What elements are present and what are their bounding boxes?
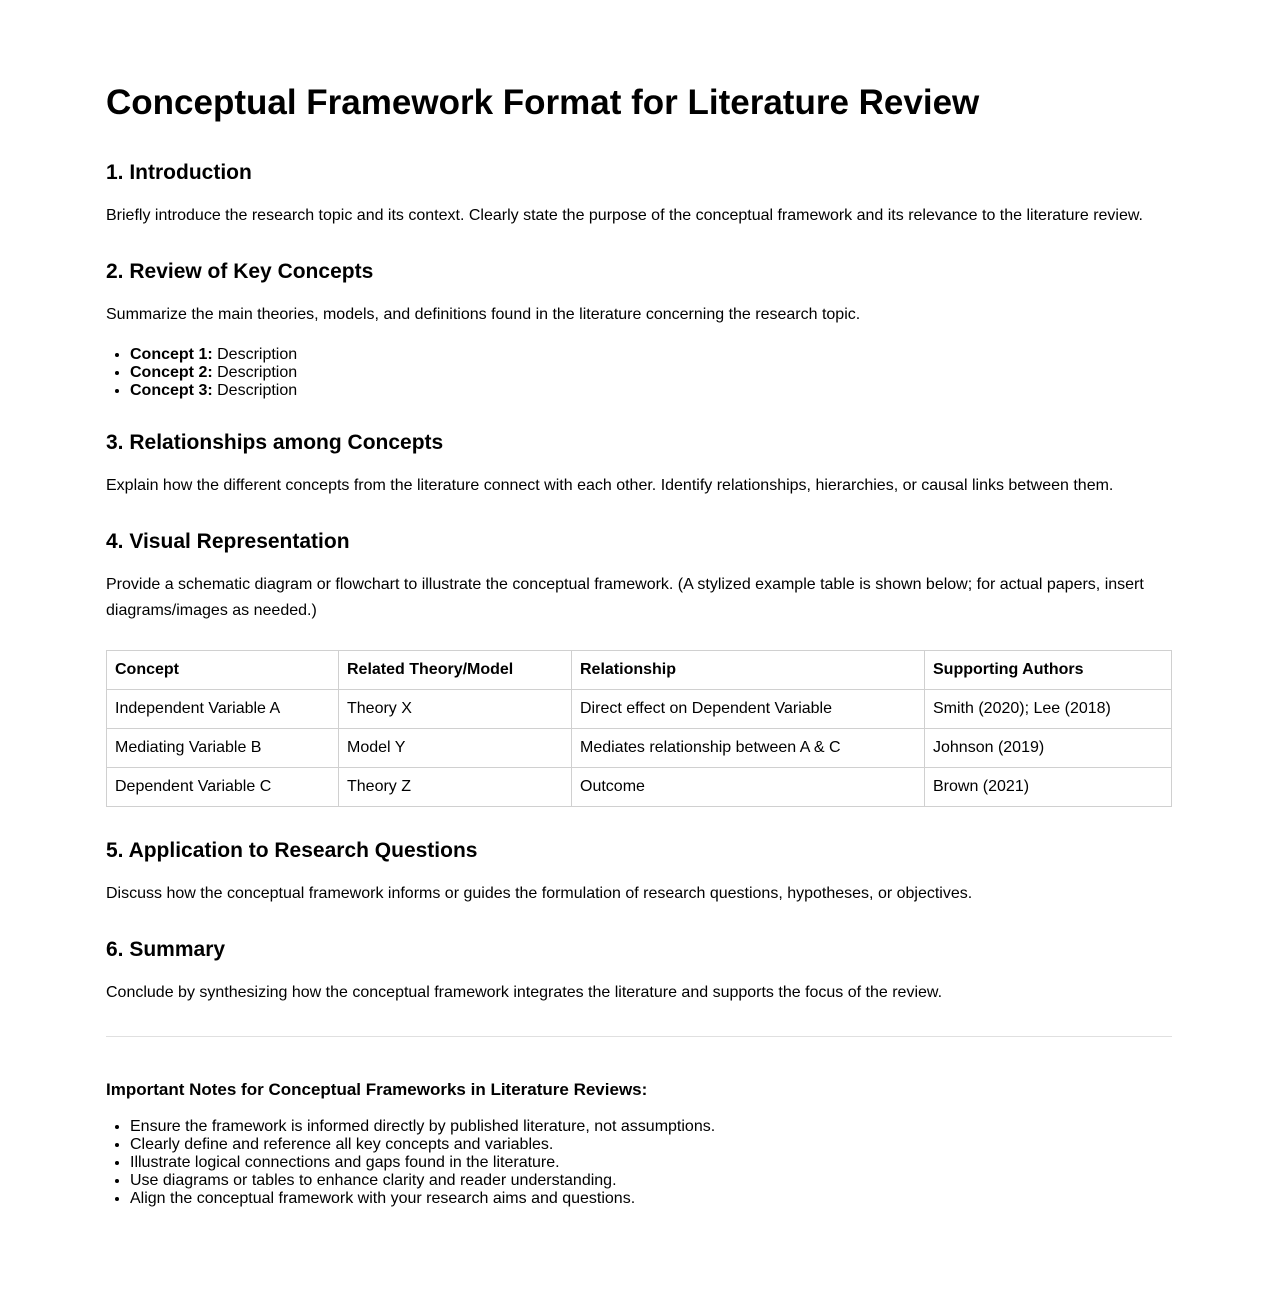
table-cell: Independent Variable A <box>107 690 339 729</box>
table-header-row <box>107 651 1172 690</box>
list-item: • Illustrate logical connections and gaps found in the literature. <box>130 1154 1172 1172</box>
section-text: Briefly introduce the research topic and its context. Clearly state the purpose of the conceptual framework and its relevance to the literature review. <box>106 207 1143 224</box>
section-text: Summarize the main theories, models, and definitions found in the literature concerning the research topic. <box>106 306 861 323</box>
notes-heading: Important Notes for Conceptual Frameworks in Literature Reviews: <box>106 1080 648 1099</box>
table-cell: Theory X <box>339 690 572 729</box>
table-cell: Mediates relationship between A & C <box>572 729 925 768</box>
section-text: Conclude by synthesizing how the conceptual framework integrates the literature and supports the focus of the review. <box>106 984 943 1001</box>
concept-description: Description <box>212 382 298 399</box>
table-cell: Direct effect on Dependent Variable <box>572 690 925 729</box>
section-text: Discuss how the conceptual framework informs or guides the formulation of research questions, hypotheses, or objectives. <box>106 885 973 902</box>
concept-list <box>106 346 1172 400</box>
section-visual-representation <box>106 529 1172 807</box>
section-heading: 1. Introduction <box>106 161 252 184</box>
table-row <box>107 768 1172 807</box>
concept-description: Description <box>212 346 298 363</box>
column-header: Supporting Authors <box>925 651 1172 690</box>
table-cell: Brown (2021) <box>925 768 1172 807</box>
list-item: • Align the conceptual framework with your research aims and questions. <box>130 1190 1172 1208</box>
concept-label: Concept 1: <box>130 346 213 363</box>
section-heading: 5. Application to Research Questions <box>106 839 478 862</box>
table-cell: Outcome <box>572 768 925 807</box>
section-application <box>106 838 1172 907</box>
section-heading: 6. Summary <box>106 938 226 961</box>
list-item: • Clearly define and reference all key concepts and variables. <box>130 1136 1172 1154</box>
table-cell: Johnson (2019) <box>925 729 1172 768</box>
section-heading: 4. Visual Representation <box>106 530 350 553</box>
section-text: Explain how the different concepts from the literature connect with each other. Identify relationships, hierarchies, or causal links between them. <box>106 477 1114 494</box>
notes-section <box>106 1079 1172 1208</box>
list-item: • Ensure the framework is informed directly by published literature, not assumptions. <box>130 1118 1172 1136</box>
table-cell: Model Y <box>339 729 572 768</box>
concept-label: Concept 3: <box>130 382 213 399</box>
framework-table <box>106 650 1172 807</box>
section-heading: 3. Relationships among Concepts <box>106 431 444 454</box>
page-title: Conceptual Framework Format for Literature Review <box>106 83 980 122</box>
list-item <box>130 364 1172 382</box>
table-cell: Smith (2020); Lee (2018) <box>925 690 1172 729</box>
divider <box>106 1036 1172 1037</box>
table-row <box>107 729 1172 768</box>
list-item <box>130 382 1172 400</box>
concept-description: Description <box>212 364 298 381</box>
column-header: Related Theory/Model <box>339 651 572 690</box>
concept-label: Concept 2: <box>130 364 213 381</box>
section-introduction <box>106 160 1172 229</box>
section-key-concepts <box>106 259 1172 400</box>
section-heading: 2. Review of Key Concepts <box>106 260 374 283</box>
list-item: • Use diagrams or tables to enhance clarity and reader understanding. <box>130 1172 1172 1190</box>
document <box>106 0 1172 1208</box>
table-cell: Dependent Variable C <box>107 768 339 807</box>
table-cell: Mediating Variable B <box>107 729 339 768</box>
column-header: Concept <box>107 651 339 690</box>
table-cell: Theory Z <box>339 768 572 807</box>
column-header: Relationship <box>572 651 925 690</box>
section-text: Provide a schematic diagram or flowchart to illustrate the conceptual framework. (A stylized example table is shown below; for actual papers, insert diagrams/images as needed.) <box>106 576 1144 619</box>
list-item <box>130 346 1172 364</box>
table-row <box>107 690 1172 729</box>
section-relationships <box>106 430 1172 499</box>
section-summary <box>106 937 1172 1006</box>
notes-list <box>106 1118 1172 1208</box>
